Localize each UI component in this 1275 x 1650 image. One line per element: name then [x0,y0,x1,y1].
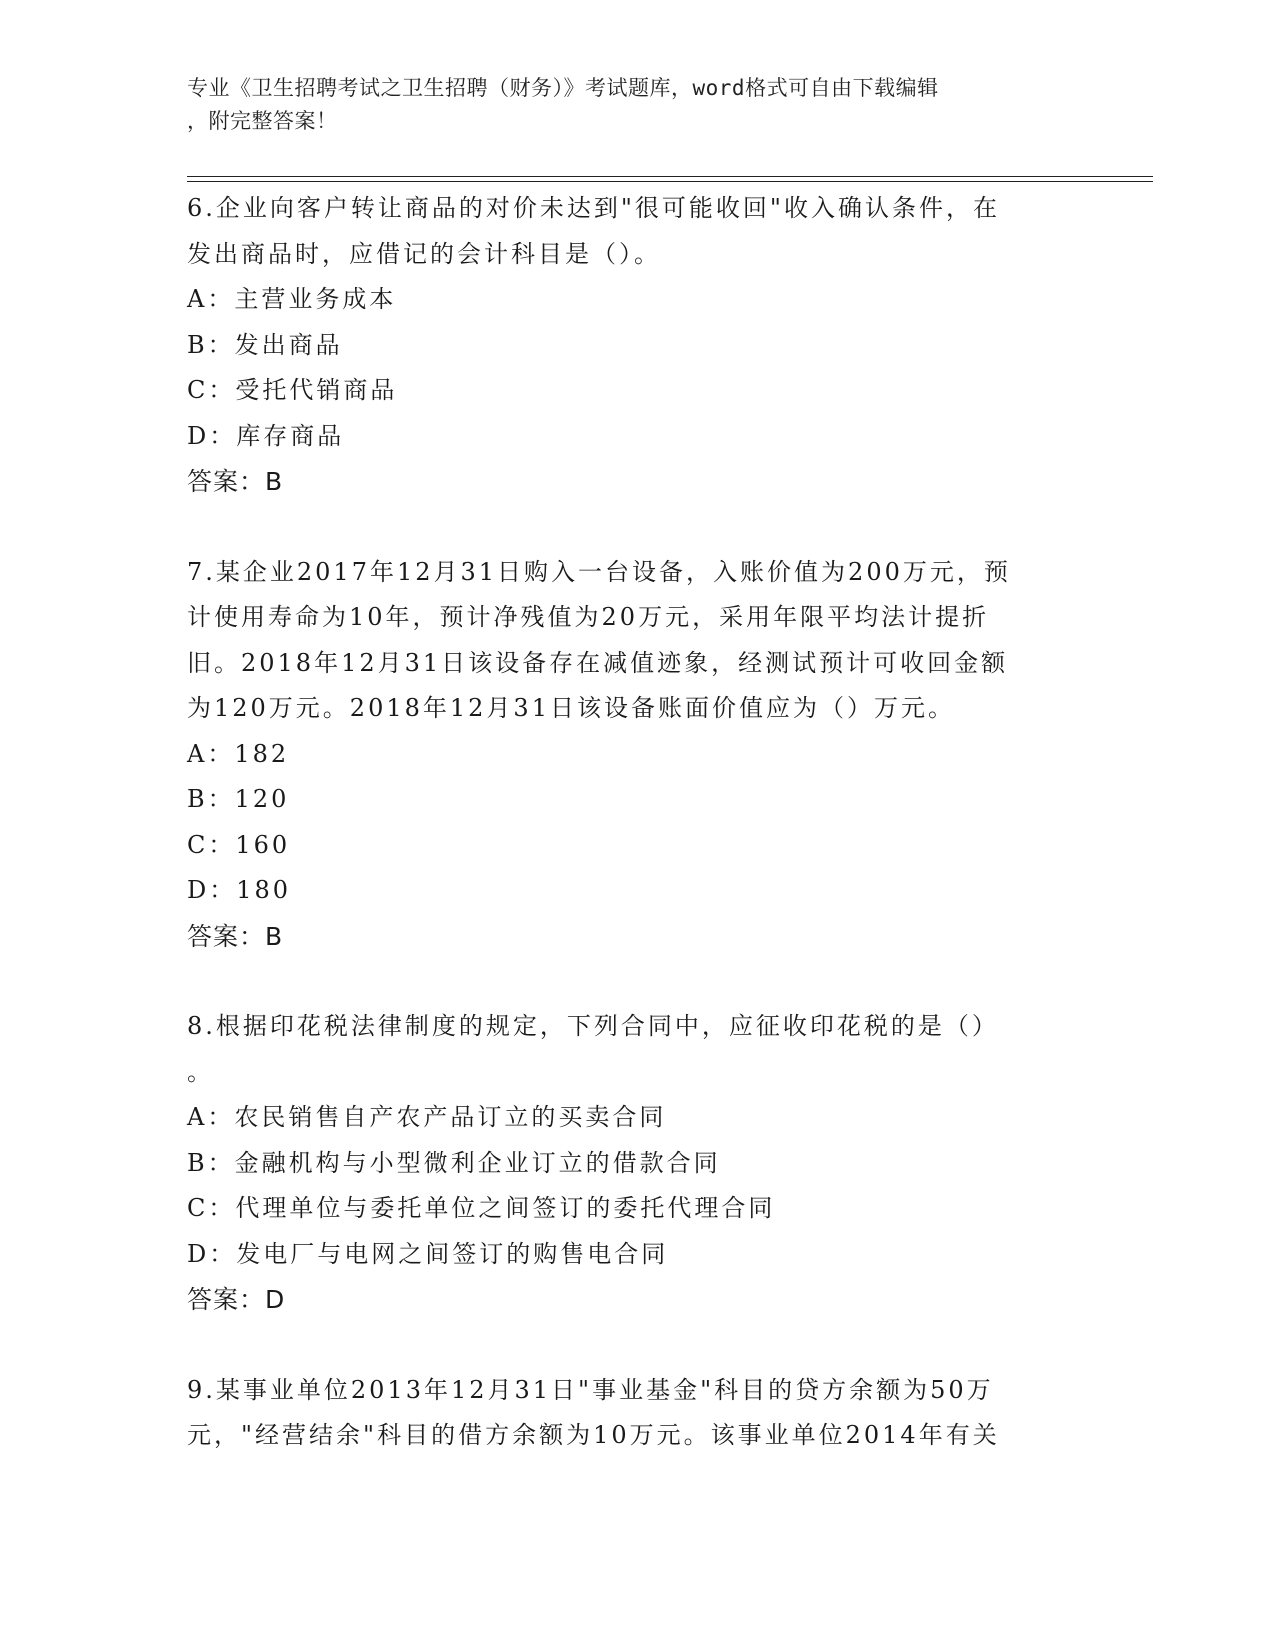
question-9 [187,1368,1087,1459]
question-text-line: 计使用寿命为10年，预计净残值为20万元，采用年限平均法计提折 [187,603,990,631]
option-b: B：发出商品 [187,330,343,359]
question-text-line: 8.根据印花税法律制度的规定，下列合同中，应征收印花税的是（） [187,1012,999,1040]
question-text-line: 旧。2018年12月31日该设备存在减值迹象，经测试预计可收回金额 [187,648,1009,677]
option-b: B：金融机构与小型微利企业订立的借款合同 [187,1148,721,1177]
header-line-1: 专业《卫生招聘考试之卫生招聘（财务）》考试题库，word格式可自由下载编辑 [187,76,939,100]
question-text-line: 。 [187,1057,214,1086]
option-c: C：160 [187,830,291,859]
header-divider-bottom [187,181,1153,182]
option-d: D：180 [187,876,292,904]
answer-line: 答案：D [187,1285,286,1314]
question-text-line: 为120万元。2018年12月31日该设备账面价值应为（）万元。 [187,694,955,722]
question-list [187,186,1087,1459]
question-7 [187,550,1087,960]
question-text-line: 9.某事业单位2013年12月31日"事业基金"科目的贷方余额为50万 [187,1375,994,1404]
question-6 [187,186,1087,505]
option-c: C：受托代销商品 [187,376,398,404]
option-d: D：发电厂与电网之间签订的购售电合同 [187,1239,669,1268]
answer-line: 答案：B [187,467,284,496]
header-line-2: ，附完整答案！ [187,109,338,133]
question-text-line: 元，"经营结余"科目的借方余额为10万元。该事业单位2014年有关 [187,1421,1000,1449]
question-8 [187,1004,1087,1323]
question-text-line: 6.企业向客户转让商品的对价未达到"很可能收回"收入确认条件，在 [187,194,1000,222]
answer-line: 答案：B [187,921,284,951]
option-a: A：主营业务成本 [187,285,397,313]
header-divider-top [187,176,1153,177]
document-header [187,72,1067,138]
option-a: A：农民销售自产农产品订立的买卖合同 [187,1103,667,1131]
question-text-line: 7.某企业2017年12月31日购入一台设备，入账价值为200万元，预 [187,557,1011,586]
option-d: D：库存商品 [187,421,345,450]
option-c: C：代理单位与委托单位之间签订的委托代理合同 [187,1194,776,1222]
option-b: B：120 [187,785,290,813]
question-text-line: 发出商品时，应借记的会计科目是（）。 [187,239,661,268]
option-a: A：182 [187,739,290,768]
